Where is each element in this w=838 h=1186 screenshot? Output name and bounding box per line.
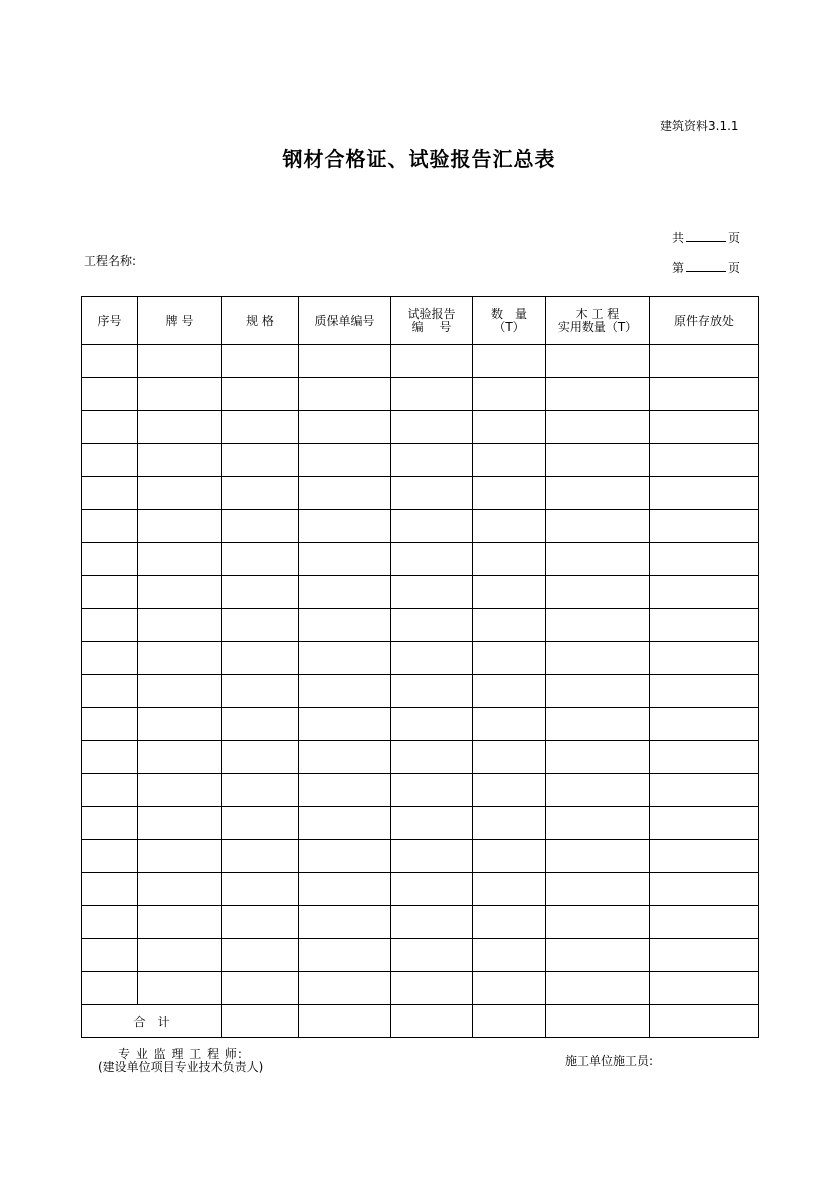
table-cell[interactable] — [138, 345, 222, 378]
table-row — [82, 708, 759, 741]
table-cell[interactable] — [473, 873, 546, 906]
table-cell[interactable] — [82, 741, 138, 774]
total-row — [82, 1005, 759, 1038]
table-cell[interactable] — [650, 345, 759, 378]
table-row — [82, 906, 759, 939]
table-row — [82, 543, 759, 576]
table-cell[interactable] — [222, 840, 299, 873]
table-cell[interactable] — [391, 510, 473, 543]
table-cell[interactable] — [82, 873, 138, 906]
table-cell[interactable] — [299, 840, 391, 873]
table-cell[interactable] — [391, 543, 473, 576]
table-cell[interactable] — [473, 741, 546, 774]
header-storage: 原件存放处 — [650, 297, 759, 345]
table-cell[interactable] — [650, 840, 759, 873]
document-code: 建筑资料3.1.1 — [660, 119, 739, 133]
table-cell[interactable] — [546, 444, 650, 477]
table-cell[interactable] — [473, 345, 546, 378]
table-cell[interactable] — [222, 939, 299, 972]
table-cell[interactable] — [138, 972, 222, 1005]
table-cell[interactable] — [650, 708, 759, 741]
table-cell[interactable] — [299, 378, 391, 411]
table-cell[interactable] — [473, 675, 546, 708]
table-cell[interactable] — [473, 378, 546, 411]
table-row — [82, 444, 759, 477]
project-name-label: 工程名称: — [84, 254, 137, 268]
table-cell[interactable] — [546, 741, 650, 774]
table-cell[interactable] — [222, 741, 299, 774]
table-cell[interactable] — [391, 411, 473, 444]
table-cell[interactable] — [299, 510, 391, 543]
table-cell[interactable] — [650, 642, 759, 675]
table-cell[interactable] — [546, 774, 650, 807]
table-cell[interactable] — [138, 444, 222, 477]
table-cell[interactable] — [546, 675, 650, 708]
pages-total — [672, 229, 740, 246]
pages-current-suffix: 页 — [728, 261, 741, 275]
table-cell[interactable] — [82, 345, 138, 378]
table-cell[interactable] — [138, 873, 222, 906]
table-cell[interactable] — [473, 774, 546, 807]
header-used-line2: 实用数量（T） — [557, 319, 638, 334]
table-cell[interactable] — [650, 609, 759, 642]
pages-current — [672, 259, 740, 276]
table-cell[interactable] — [299, 774, 391, 807]
header-spec: 规 格 — [222, 297, 299, 345]
table-cell[interactable] — [138, 939, 222, 972]
table-cell[interactable] — [473, 642, 546, 675]
table-cell[interactable] — [299, 741, 391, 774]
table-cell[interactable] — [82, 510, 138, 543]
table-cell[interactable] — [391, 906, 473, 939]
total-cell[interactable] — [222, 1005, 299, 1038]
header-used-quantity — [546, 297, 650, 345]
table-cell[interactable] — [391, 477, 473, 510]
table-cell[interactable] — [82, 675, 138, 708]
table-cell[interactable] — [82, 444, 138, 477]
table-cell[interactable] — [473, 708, 546, 741]
table-cell[interactable] — [299, 873, 391, 906]
table-cell[interactable] — [299, 345, 391, 378]
table-cell[interactable] — [138, 708, 222, 741]
table-cell[interactable] — [546, 873, 650, 906]
header-report-line1: 试验报告 — [407, 306, 456, 321]
pages-total-blank[interactable] — [686, 231, 726, 242]
table-row — [82, 576, 759, 609]
table-cell[interactable] — [138, 642, 222, 675]
table-cell[interactable] — [546, 972, 650, 1005]
table-cell[interactable] — [650, 807, 759, 840]
table-cell[interactable] — [546, 807, 650, 840]
table-cell[interactable] — [473, 840, 546, 873]
table-cell[interactable] — [391, 939, 473, 972]
table-cell[interactable] — [82, 906, 138, 939]
table-cell[interactable] — [650, 972, 759, 1005]
table-cell[interactable] — [650, 774, 759, 807]
table-row — [82, 939, 759, 972]
header-used-line1: 木 工 程 — [575, 306, 620, 321]
table-cell[interactable] — [138, 609, 222, 642]
pages-current-prefix: 第 — [672, 261, 685, 275]
table-cell[interactable] — [138, 576, 222, 609]
table-cell[interactable] — [82, 774, 138, 807]
table-cell[interactable] — [138, 807, 222, 840]
table-cell[interactable] — [473, 444, 546, 477]
table-cell[interactable] — [222, 807, 299, 840]
table-row — [82, 510, 759, 543]
header-report-line2: 编 号 — [411, 319, 452, 334]
total-cell[interactable] — [546, 1005, 650, 1038]
table-cell[interactable] — [222, 411, 299, 444]
table-cell[interactable] — [82, 411, 138, 444]
table-row — [82, 741, 759, 774]
table-body — [82, 345, 759, 1005]
table-cell[interactable] — [546, 510, 650, 543]
table-row — [82, 840, 759, 873]
table-cell[interactable] — [650, 741, 759, 774]
table-cell[interactable] — [138, 378, 222, 411]
table-cell[interactable] — [299, 807, 391, 840]
table-cell[interactable] — [222, 576, 299, 609]
table-cell[interactable] — [82, 807, 138, 840]
table-cell[interactable] — [391, 576, 473, 609]
table-cell[interactable] — [82, 609, 138, 642]
table-cell[interactable] — [650, 939, 759, 972]
table-cell[interactable] — [391, 345, 473, 378]
table-cell[interactable] — [222, 906, 299, 939]
pages-current-blank[interactable] — [686, 261, 726, 272]
table-cell[interactable] — [222, 543, 299, 576]
table-cell[interactable] — [546, 642, 650, 675]
table-cell[interactable] — [546, 840, 650, 873]
table-cell[interactable] — [222, 675, 299, 708]
table-cell[interactable] — [473, 807, 546, 840]
table-cell[interactable] — [650, 510, 759, 543]
table-cell[interactable] — [299, 675, 391, 708]
table-cell[interactable] — [391, 807, 473, 840]
table-cell[interactable] — [138, 675, 222, 708]
table-cell[interactable] — [299, 906, 391, 939]
table-cell[interactable] — [82, 840, 138, 873]
table-cell[interactable] — [650, 675, 759, 708]
table-cell[interactable] — [222, 444, 299, 477]
table-cell[interactable] — [222, 774, 299, 807]
table-cell[interactable] — [82, 972, 138, 1005]
table-cell[interactable] — [138, 774, 222, 807]
table-cell[interactable] — [82, 939, 138, 972]
total-cell[interactable] — [473, 1005, 546, 1038]
table-cell[interactable] — [473, 939, 546, 972]
table-cell[interactable] — [299, 411, 391, 444]
table-cell[interactable] — [473, 411, 546, 444]
table-cell[interactable] — [138, 840, 222, 873]
table-row — [82, 642, 759, 675]
table-cell[interactable] — [650, 378, 759, 411]
table-cell[interactable] — [82, 708, 138, 741]
table-cell[interactable] — [138, 477, 222, 510]
table-cell[interactable] — [391, 972, 473, 1005]
table-cell[interactable] — [299, 939, 391, 972]
constructor-signature-label: 施工单位施工员: — [565, 1054, 654, 1068]
table-cell[interactable] — [299, 708, 391, 741]
table-cell[interactable] — [473, 972, 546, 1005]
table-cell[interactable] — [138, 411, 222, 444]
table-row — [82, 675, 759, 708]
table-cell[interactable] — [546, 576, 650, 609]
table-cell[interactable] — [391, 873, 473, 906]
table-cell[interactable] — [222, 642, 299, 675]
table-cell[interactable] — [299, 543, 391, 576]
table-cell[interactable] — [222, 345, 299, 378]
table-row — [82, 477, 759, 510]
pages-total-prefix: 共 — [672, 231, 685, 245]
document-title: 钢材合格证、试验报告汇总表 — [282, 147, 556, 171]
table-cell[interactable] — [650, 906, 759, 939]
table-cell[interactable] — [138, 741, 222, 774]
table-cell[interactable] — [650, 576, 759, 609]
header-quantity-line2: （T） — [493, 319, 525, 334]
table-cell[interactable] — [473, 477, 546, 510]
table-row — [82, 774, 759, 807]
table-cell[interactable] — [299, 444, 391, 477]
table-cell[interactable] — [391, 378, 473, 411]
header-cert-no: 质保单编号 — [299, 297, 391, 345]
table-cell[interactable] — [82, 576, 138, 609]
table-cell[interactable] — [546, 345, 650, 378]
summary-table — [81, 296, 759, 1038]
table-header-row — [82, 297, 759, 345]
table-cell[interactable] — [82, 378, 138, 411]
table-cell[interactable] — [222, 972, 299, 1005]
table-cell[interactable] — [222, 378, 299, 411]
table-cell[interactable] — [391, 642, 473, 675]
table-row — [82, 378, 759, 411]
table-cell[interactable] — [299, 642, 391, 675]
table-cell[interactable] — [650, 543, 759, 576]
table-cell[interactable] — [546, 378, 650, 411]
total-cell[interactable] — [650, 1005, 759, 1038]
table-cell[interactable] — [82, 543, 138, 576]
table-cell[interactable] — [391, 708, 473, 741]
table-cell[interactable] — [82, 477, 138, 510]
table-cell[interactable] — [473, 576, 546, 609]
table-cell[interactable] — [546, 411, 650, 444]
table-cell[interactable] — [299, 477, 391, 510]
table-cell[interactable] — [650, 444, 759, 477]
header-quantity-line1: 数 量 — [490, 306, 527, 321]
table-cell[interactable] — [473, 906, 546, 939]
table-row — [82, 873, 759, 906]
table-cell[interactable] — [391, 444, 473, 477]
table-cell[interactable] — [138, 510, 222, 543]
pages-total-suffix: 页 — [728, 231, 741, 245]
table-cell[interactable] — [138, 543, 222, 576]
table-row — [82, 345, 759, 378]
total-label: 合 计 — [82, 1005, 222, 1038]
header-grade: 牌 号 — [138, 297, 222, 345]
table-cell[interactable] — [546, 543, 650, 576]
table-cell[interactable] — [546, 609, 650, 642]
table-row — [82, 972, 759, 1005]
table-cell[interactable] — [546, 708, 650, 741]
table-row — [82, 807, 759, 840]
supervisor-signature-label: 专 业 监 理 工 程 师: — [118, 1047, 243, 1061]
table-cell[interactable] — [546, 477, 650, 510]
table-row — [82, 411, 759, 444]
header-seq: 序号 — [82, 297, 138, 345]
table-cell[interactable] — [222, 873, 299, 906]
table-cell[interactable] — [391, 741, 473, 774]
table-cell[interactable] — [546, 906, 650, 939]
table-cell[interactable] — [473, 609, 546, 642]
table-cell[interactable] — [650, 411, 759, 444]
supervisor-signature-note: (建设单位项目专业技术负责人) — [98, 1060, 264, 1074]
total-cell[interactable] — [299, 1005, 391, 1038]
total-cell[interactable] — [391, 1005, 473, 1038]
table-cell[interactable] — [650, 873, 759, 906]
table-cell[interactable] — [473, 543, 546, 576]
table-row — [82, 609, 759, 642]
table-cell[interactable] — [222, 708, 299, 741]
header-quantity — [473, 297, 546, 345]
table-cell[interactable] — [222, 477, 299, 510]
table-cell[interactable] — [391, 840, 473, 873]
table-cell[interactable] — [299, 576, 391, 609]
table-cell[interactable] — [299, 972, 391, 1005]
table-cell[interactable] — [222, 609, 299, 642]
table-cell[interactable] — [650, 477, 759, 510]
table-cell[interactable] — [82, 642, 138, 675]
header-report-no — [391, 297, 473, 345]
table-cell[interactable] — [473, 510, 546, 543]
table-cell[interactable] — [546, 939, 650, 972]
table-cell[interactable] — [391, 609, 473, 642]
table-cell[interactable] — [391, 675, 473, 708]
table-cell[interactable] — [222, 510, 299, 543]
table-cell[interactable] — [299, 609, 391, 642]
table-cell[interactable] — [391, 774, 473, 807]
table-cell[interactable] — [138, 906, 222, 939]
